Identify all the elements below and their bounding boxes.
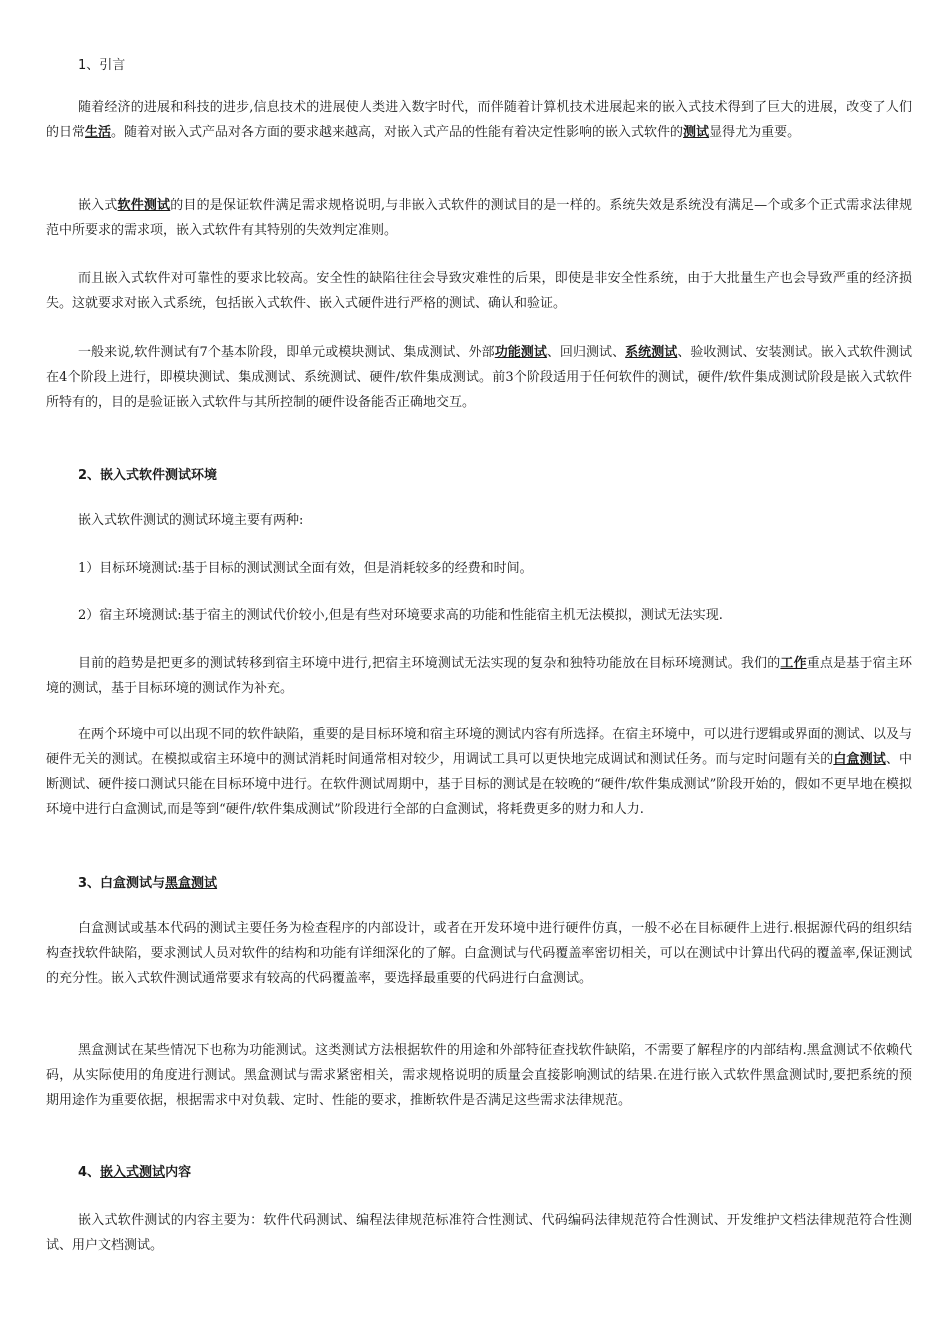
- heading-text: 3、白盒测试与: [78, 876, 166, 891]
- link-testing[interactable]: 测试: [683, 125, 710, 140]
- heading-text: 4、: [78, 1165, 101, 1180]
- paragraph-intro-4: [46, 340, 912, 415]
- text-run: 、中断测试、硬件接口测试只能在目标环境中进行。在软件测试周期中，基于目标的测试是在较晚的“硬件/软件集成测试”阶段开始的，假如不更早地在模拟环境中进行白盒测试,而是等到“硬件/软件集成测试”阶段进行全部的白盒测试，将耗费更多的财力和人力.: [46, 752, 912, 817]
- paragraph-intro-2: [46, 193, 912, 243]
- text-run: 。随着对嵌入式产品对各方面的要求越来越高，对嵌入式产品的性能有着决定性影响的嵌入式软件的: [111, 125, 684, 140]
- paragraph-host-env: 2）宿主环境测试:基于宿主的测试代价较小,但是有些对环境要求高的功能和性能宿主机无法模拟，测试无法实现.: [78, 608, 723, 623]
- section-heading-content: [78, 1161, 191, 1180]
- section-heading-environment: 2、嵌入式软件测试环境: [78, 468, 218, 483]
- link-work[interactable]: 工作: [780, 656, 807, 671]
- paragraph-intro-3: 而且嵌入式软件对可靠性的要求比较高。安全性的缺陷往往会导致灾难性的后果，即使是非安全性系统，由于大批量生产也会导致严重的经济损失。这就要求对嵌入式系统，包括嵌入式软件、嵌入式硬件进行严格的测试、确认和验证。: [46, 271, 912, 311]
- link-system-testing[interactable]: 系统测试: [625, 345, 678, 360]
- link-life[interactable]: 生活: [85, 125, 112, 140]
- link-embedded-testing[interactable]: 嵌入式测试: [100, 1165, 166, 1180]
- text-run: 重点是基于宿主环境的测试，基于目标环境的测试作为补充。: [46, 656, 912, 696]
- text-run: 显得尤为重要。: [709, 125, 801, 140]
- text-run: 、验收测试、安装测试。嵌入式软件测试在4个阶段上进行，即模块测试、集成测试、系统测试、硬件/软件集成测试。前3个阶段适用于任何软件的测试，硬件/软件集成测试阶段是嵌入式软件所特有的，目的是验证嵌入式软件与其所控制的硬件设备能否正确地交互。: [46, 345, 912, 410]
- heading-text: 内容: [165, 1165, 192, 1180]
- text-run: 随着经济的进展和科技的进步,信息技术的进展使人类进入数字时代，而伴随着计算机技术进展起来的嵌入式技术得到了巨大的进展，改变了人们的日常: [46, 100, 912, 140]
- paragraph-target-env: 1）目标环境测试:基于目标的测试测试全面有效，但是消耗较多的经费和时间。: [78, 561, 533, 576]
- paragraph-two-envs: [46, 722, 912, 822]
- section-heading-intro: 1、引言: [78, 58, 126, 73]
- paragraph-white-box: 白盒测试或基本代码的测试主要任务为检查程序的内部设计，或者在开发环境中进行硬件仿真，一般不必在目标硬件上进行.根据源代码的组织结构查找软件缺陷，要求测试人员对软件的结构和功能有详细深化的了解。白盒测试与代码覆盖率密切相关，可以在测试中计算出代码的覆盖率,保证测试的充分性。嵌入式软件测试通常要求有较高的代码覆盖率，要选择最重要的代码进行白盒测试。: [46, 921, 912, 986]
- text-run: 一般来说,软件测试有7个基本阶段，即单元或模块测试、集成测试、外部: [78, 345, 495, 360]
- link-black-box-testing[interactable]: 黑盒测试: [165, 876, 218, 891]
- section-heading-whitebox-blackbox: [78, 872, 217, 891]
- text-run: 嵌入式: [78, 198, 118, 213]
- link-software-testing[interactable]: 软件测试: [117, 198, 171, 213]
- link-white-box-testing[interactable]: 白盒测试: [833, 752, 886, 767]
- text-run: 的目的是保证软件满足需求规格说明,与非嵌入式软件的测试目的是一样的。系统失效是系统没有满足—个或多个正式需求法律规范中所要求的需求项，嵌入式软件有其特别的失效判定准则。: [46, 198, 912, 238]
- text-run: 目前的趋势是把更多的测试转移到宿主环境中进行,把宿主环境测试无法实现的复杂和独特功能放在目标环境测试。我们的: [78, 656, 781, 671]
- paragraph-black-box: 黑盒测试在某些情况下也称为功能测试。这类测试方法根据软件的用途和外部特征查找软件缺陷，不需要了解程序的内部结构.黑盒测试不依赖代码，从实际使用的角度进行测试。黑盒测试与需求紧密相关，需求规格说明的质量会直接影响测试的结果.在进行嵌入式软件黑盒测试时,要把系统的预期用途作为重要依据，根据需求中对负载、定时、性能的要求，推断软件是否满足这些需求法律规范。: [46, 1043, 912, 1108]
- paragraph-trend: [46, 651, 912, 701]
- paragraph-intro-1: [46, 95, 912, 145]
- text-run: 、回归测试、: [546, 345, 626, 360]
- paragraph-test-content: 嵌入式软件测试的内容主要为：软件代码测试、编程法律规范标准符合性测试、代码编码法律规范符合性测试、开发维护文档法律规范符合性测试、用户文档测试。: [46, 1213, 912, 1253]
- link-functional-testing[interactable]: 功能测试: [494, 345, 547, 360]
- text-run: 在两个环境中可以出现不同的软件缺陷，重要的是目标环境和宿主环境的测试内容有所选择。在宿主环境中，可以进行逻辑或界面的测试、以及与硬件无关的测试。在模拟或宿主环境中的测试消耗时间通常相对较少，用调试工具可以更快地完成调试和测试任务。而与定时问题有关的: [46, 727, 912, 767]
- paragraph-env-intro: 嵌入式软件测试的测试环境主要有两种:: [78, 513, 304, 528]
